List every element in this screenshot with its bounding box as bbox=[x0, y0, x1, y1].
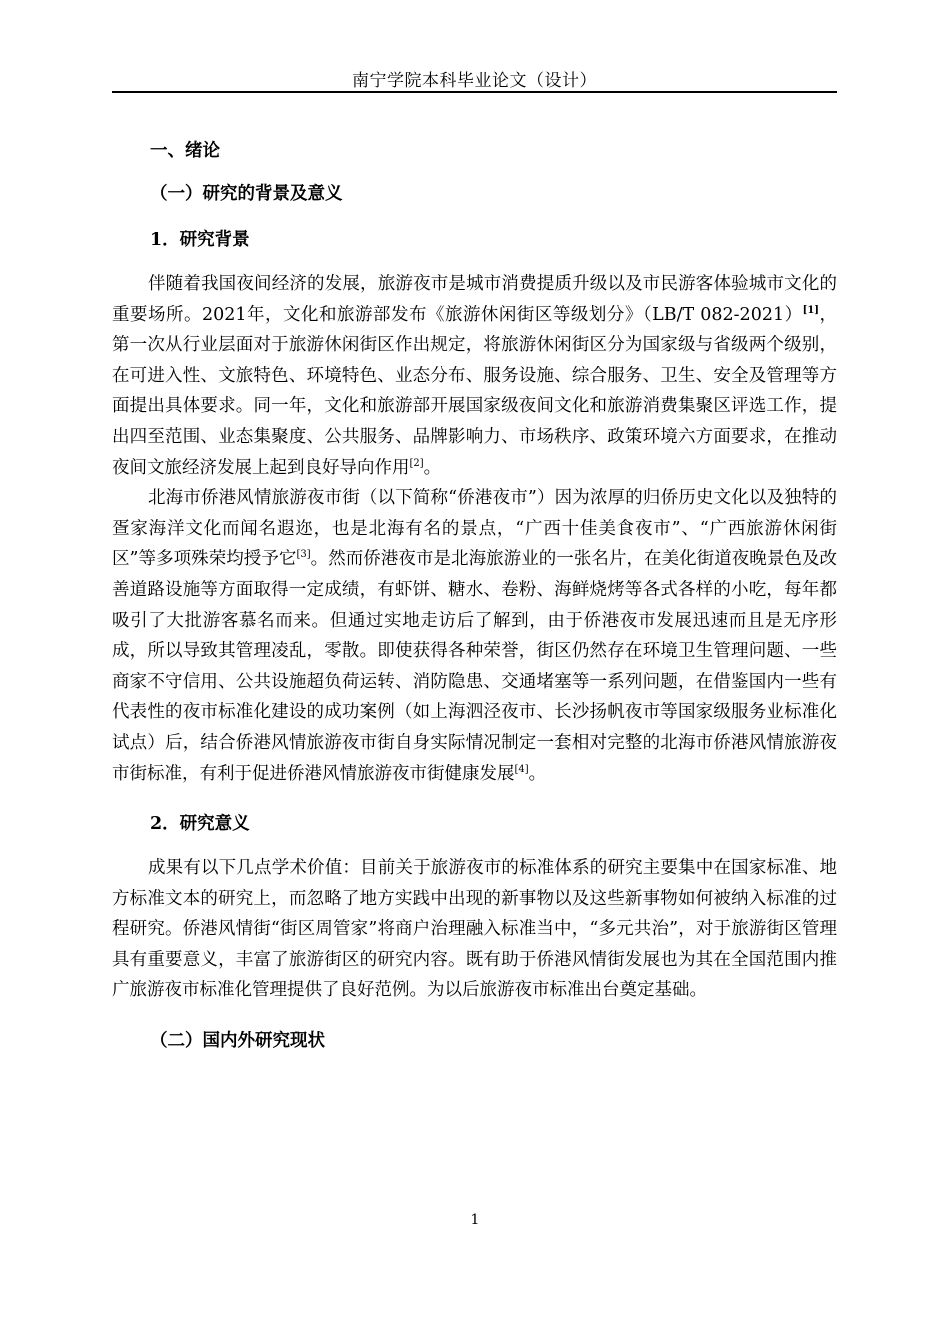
paragraph-text: 。 bbox=[528, 763, 547, 784]
chapter-heading: 一、绪论 bbox=[150, 141, 220, 161]
section-heading-research-status: （二）国内外研究现状 bbox=[150, 1031, 325, 1052]
page-number: 1 bbox=[470, 1212, 480, 1228]
subsection-heading-significance: 2．研究意义 bbox=[150, 814, 250, 835]
paragraph-background-1 bbox=[112, 269, 837, 483]
paragraph-text: ，第一次从行业层面对于旅游休闲街区作出规定，将旅游休闲街区分为国家级与省级两个级别，在可进入性、文旅特色、环境特色、业态分布、服务设施、综合服务、卫生、安全及管理等方面提出具体要求。同一年，文化和旅游部开展国家级夜间文化和旅游消费集聚区评选工作，提出四至范围、业态集聚度、公共服务、品牌影响力、市场秩序、政策环境六方面要求，在推动夜间文旅经济发展上起到良好导向作用 bbox=[112, 304, 838, 478]
citation-ref: [1] bbox=[802, 304, 820, 316]
citation-ref: [3] bbox=[296, 549, 311, 561]
page-body bbox=[112, 125, 837, 1064]
running-header: 南宁学院本科毕业论文（设计） bbox=[352, 71, 597, 91]
paragraph-text: 北海市侨港风情旅游夜市街（以下简称“侨港夜市”）因为浓厚的归侨历史文化以及独特的疍家海洋文化而闻名遐迩，也是北海有名的景点，“广西十佳美食夜市”、“广西旅游休闲街区”等多项殊荣均授予它 bbox=[112, 488, 837, 570]
paragraph-text: 。然而侨港夜市是北海旅游业的一张名片，在美化街道夜晚景色及改善道路设施等方面取得一定成绩，有虾饼、糖水、卷粉、海鲜烧烤等各式各样的小吃，每年都吸引了大批游客慕名而来。但通过实地走访后了解到，由于侨港夜市发展迅速而且是无序形成，所以导致其管理凌乱，零散。即使获得各种荣誉，街区仍然存在环境卫生管理问题、一些商家不守信用、公共设施超负荷运转、消防隐患、交通堵塞等一系列问题，在借鉴国内一些有代表性的夜市标准化建设的成功案例（如上海泗泾夜市、长沙扬帆夜市等国家级服务业标准化试点）后，结合侨港风情旅游夜市街自身实际情况制定一套相对完整的北海市侨港风情旅游夜市街标准，有利于促进侨港风情旅游夜市街健康发展 bbox=[112, 549, 837, 784]
paragraph-text: 。 bbox=[423, 457, 442, 478]
citation-ref: [2] bbox=[409, 457, 424, 469]
paragraph-text: 伴随着我国夜间经济的发展，旅游夜市是城市消费提质升级以及市民游客体验城市文化的重要场所。2021年，文化和旅游部发布《旅游休闲街区等级划分》（LB/T 082-2021） bbox=[112, 274, 837, 325]
paragraph-significance: 成果有以下几点学术价值：目前关于旅游夜市的标准体系的研究主要集中在国家标准、地方标准文本的研究上，而忽略了地方实践中出现的新事物以及这些新事物如何被纳入标准的过程研究。侨港风情街“街区周管家”将商户治理融入标准当中，“多元共治”，对于旅游街区管理具有重要意义，丰富了旅游街区的研究内容。既有助于侨港风情街发展也为其在全国范围内推广旅游夜市标准化管理提供了良好范例。为以后旅游夜市标准出台奠定基础。 bbox=[112, 858, 837, 1001]
section-heading-background: （一）研究的背景及意义 bbox=[150, 184, 343, 204]
citation-ref: [4] bbox=[514, 763, 529, 775]
paragraph-background-2 bbox=[112, 483, 837, 789]
subsection-heading-background: 1．研究背景 bbox=[150, 230, 250, 250]
header-rule bbox=[112, 91, 837, 93]
